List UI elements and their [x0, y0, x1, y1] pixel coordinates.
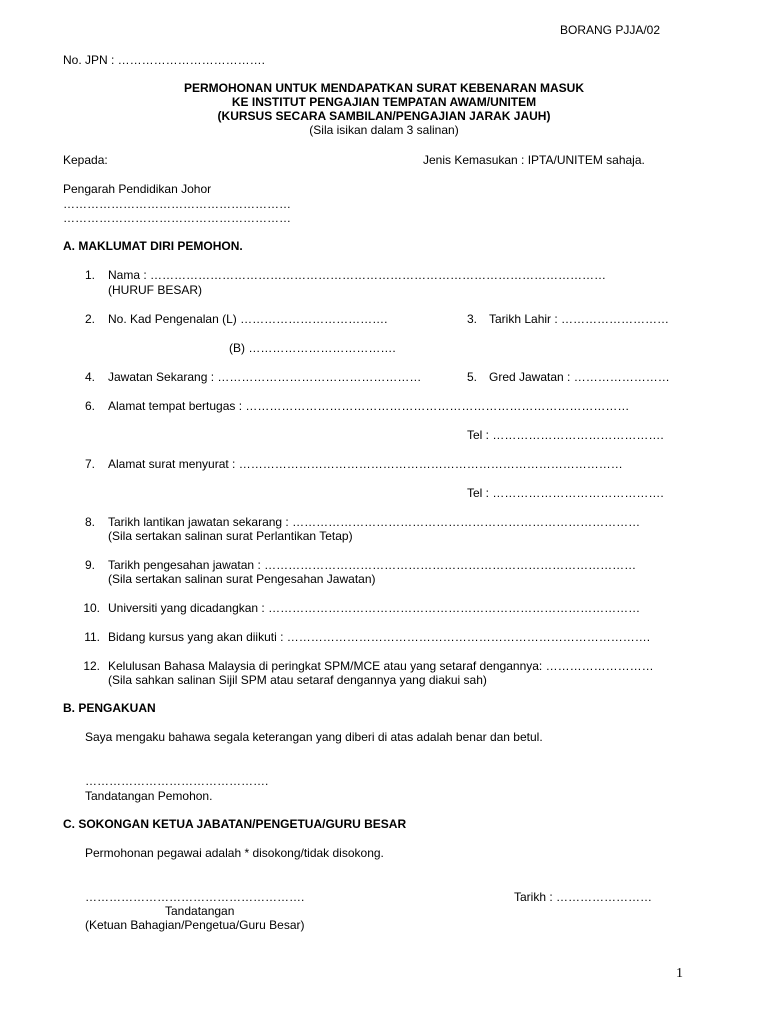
- name-field-note: (HURUF BESAR): [108, 283, 203, 297]
- applicant-signature-line: ……………………………………….: [85, 774, 269, 788]
- q8-number: 8.: [84, 515, 95, 529]
- form-code: BORANG PJJA/02: [560, 23, 661, 37]
- head-signature-title: (Ketuan Bahagian/Pengetua/Guru Besar): [85, 918, 305, 932]
- head-signature-line: ……………………………………………….: [85, 890, 305, 904]
- recipient-name: Pengarah Pendidikan Johor: [63, 182, 212, 196]
- form-title-line-1: PERMOHONAN UNTUK MENDAPATKAN SURAT KEBENARAN MASUK: [184, 81, 584, 95]
- malay-language-qualification-field: Kelulusan Bahasa Malaysia di peringkat SPM/MCE atau yang setaraf dengannya: ………………………: [108, 659, 654, 673]
- malay-language-qualification-note: (Sila sahkan salinan Sijil SPM atau setaraf dengannya yang diakui sah): [108, 673, 487, 687]
- support-statement: Permohonan pegawai adalah * disokong/tidak disokong.: [85, 846, 384, 860]
- q10-number: 10.: [83, 601, 100, 615]
- q1-number: 1.: [84, 268, 95, 282]
- appointment-date-note: (Sila sertakan salinan surat Perlantikan Tetap): [108, 529, 353, 543]
- q6-number: 6.: [84, 399, 95, 413]
- admission-type: Jenis Kemasukan : IPTA/UNITEM sahaja.: [423, 153, 645, 167]
- q3-number: 3.: [467, 312, 478, 326]
- current-position-field: Jawatan Sekarang : ……………………………………………: [108, 370, 422, 384]
- section-c-heading: C. SOKONGAN KETUA JABATAN/PENGETUA/GURU BESAR: [63, 817, 407, 831]
- section-b-heading: B. PENGAKUAN: [63, 701, 156, 715]
- form-title-line-2: KE INSTITUT PENGAJIAN TEMPATAN AWAM/UNITEM: [231, 95, 537, 109]
- recipient-address-line-1: …………………………………………………: [63, 197, 291, 211]
- declaration-statement: Saya mengaku bahawa segala keterangan yang diberi di atas adalah benar dan betul.: [85, 730, 543, 744]
- applicant-signature-label: Tandatangan Pemohon.: [85, 789, 213, 803]
- work-phone-field: Tel : …………………………………….: [467, 428, 664, 442]
- q7-number: 7.: [84, 457, 95, 471]
- mailing-phone-field: Tel : …………………………………….: [467, 486, 664, 500]
- form-title-line-3: (KURSUS SECARA SAMBILAN/PENGAJIAN JARAK JAUH): [217, 109, 551, 123]
- q12-number: 12.: [83, 659, 100, 673]
- birth-date-field: Tarikh Lahir : ………………………: [489, 312, 670, 326]
- name-field: Nama : ……………………………………………………………………………………………………: [108, 268, 607, 282]
- section-a-heading: A. MAKLUMAT DIRI PEMOHON.: [63, 239, 243, 253]
- grade-field: Gred Jawatan : ……………………: [489, 370, 670, 384]
- q5-number: 5.: [467, 370, 478, 384]
- work-address-field: Alamat tempat bertugas : ……………………………………………………………………………………: [108, 399, 630, 413]
- recipient-address-line-2: …………………………………………………: [63, 211, 291, 225]
- jpn-number-field: No. JPN : ……………………………….: [63, 53, 266, 67]
- ic-number-field: No. Kad Pengenalan (L) ……………………………….: [108, 312, 388, 326]
- q2-number: 2.: [84, 312, 95, 326]
- q4-number: 4.: [84, 370, 95, 384]
- university-field: Universiti yang dicadangkan : …………………………………………………………………………………: [108, 601, 641, 615]
- confirmation-date-note: (Sila sertakan salinan surat Pengesahan Jawatan): [108, 572, 376, 586]
- q9-number: 9.: [84, 558, 95, 572]
- form-title-note: (Sila isikan dalam 3 salinan): [309, 123, 459, 137]
- date-field: Tarikh : ……………………: [514, 890, 653, 904]
- q11-number: 11.: [84, 630, 100, 644]
- mailing-address-field: Alamat surat menyurat : ……………………………………………………………………………………: [108, 457, 623, 471]
- old-ic-field: (B) ……………………………….: [229, 341, 396, 355]
- confirmation-date-field: Tarikh pengesahan jawatan : …………………………………………………………………………………: [108, 558, 637, 572]
- course-field: Bidang kursus yang akan diikuti : ……………………………………………………………………………….: [108, 630, 651, 644]
- recipient-label: Kepada:: [63, 153, 108, 167]
- head-signature-label: Tandatangan: [165, 904, 235, 918]
- appointment-date-field: Tarikh lantikan jawatan sekarang : ……………………………………………………………………………: [108, 515, 641, 529]
- page-number: 1: [676, 966, 683, 981]
